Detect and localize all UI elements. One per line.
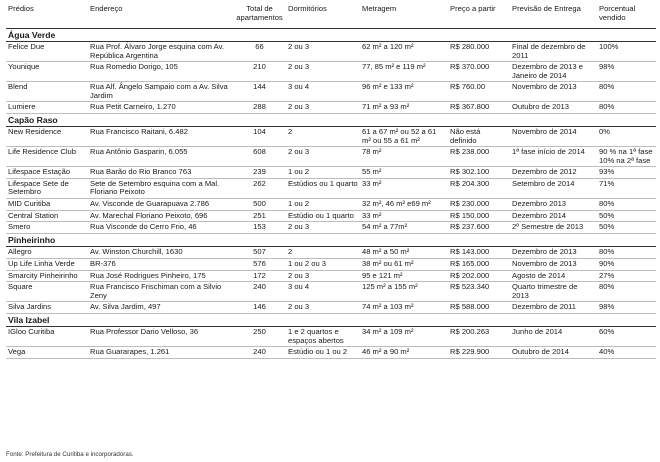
cell-bedrooms: 2 ou 3 — [286, 302, 360, 314]
cell-bedrooms: 1 ou 2 — [286, 198, 360, 210]
cell-percent-sold: 40% — [597, 347, 656, 359]
cell-building-name: New Residence — [6, 127, 88, 147]
cell-price: R$ 367.800 — [448, 102, 510, 114]
cell-area: 32 m², 46 m² e69 m² — [360, 198, 448, 210]
cell-address: Av. Winston Churchill, 1630 — [88, 247, 233, 259]
table-row — [6, 198, 656, 210]
cell-delivery: 2º Semestre de 2013 — [510, 222, 597, 234]
region-name: Capão Raso — [6, 113, 656, 127]
region-row — [6, 233, 656, 247]
cell-area: 46 m² a 90 m² — [360, 347, 448, 359]
cell-price: R$ 200.263 — [448, 327, 510, 347]
cell-delivery: Outubro de 2014 — [510, 347, 597, 359]
table-row — [6, 178, 656, 198]
cell-address: Sete de Setembro esquina com a Mal. Floriano Peixoto — [88, 178, 233, 198]
cell-price: R$ 230.000 — [448, 198, 510, 210]
cell-delivery: Novembro de 2014 — [510, 127, 597, 147]
cell-total-apartments: 250 — [233, 327, 286, 347]
cell-price: R$ 588.000 — [448, 302, 510, 314]
cell-bedrooms: 2 — [286, 127, 360, 147]
table-row — [6, 282, 656, 302]
region-name: Pinheirinho — [6, 233, 656, 247]
cell-building-name: Lifespace Sete de Setembro — [6, 178, 88, 198]
cell-area: 95 e 121 m² — [360, 270, 448, 282]
cell-address: Rua Antônio Gasparin, 6.055 — [88, 147, 233, 167]
cell-price: R$ 150.000 — [448, 210, 510, 222]
cell-price: R$ 229.900 — [448, 347, 510, 359]
cell-delivery: Novembro de 2013 — [510, 82, 597, 102]
cell-area: 96 m² e 133 m² — [360, 82, 448, 102]
cell-percent-sold: 71% — [597, 178, 656, 198]
header-percent-sold: Porcentual vendido — [597, 4, 656, 28]
cell-delivery: Dezembro de 2013 — [510, 247, 597, 259]
cell-percent-sold: 50% — [597, 222, 656, 234]
header-buildings: Prédios — [6, 4, 88, 28]
table-row — [6, 327, 656, 347]
cell-price: R$ 370.000 — [448, 62, 510, 82]
cell-delivery: Dezembro de 2013 e Janeiro de 2014 — [510, 62, 597, 82]
cell-price: R$ 237.600 — [448, 222, 510, 234]
cell-bedrooms: Estúdio ou 1 ou 2 — [286, 347, 360, 359]
cell-address: Av. Visconde de Guarapuava 2.786 — [88, 198, 233, 210]
cell-percent-sold: 93% — [597, 167, 656, 179]
cell-bedrooms: 2 ou 3 — [286, 102, 360, 114]
cell-area: 74 m² a 103 m² — [360, 302, 448, 314]
real-estate-table-container — [6, 4, 656, 359]
table-row — [6, 167, 656, 179]
cell-delivery: Novembro de 2013 — [510, 258, 597, 270]
table-body — [6, 28, 656, 358]
cell-percent-sold: 100% — [597, 42, 656, 62]
cell-area: 48 m² a 50 m² — [360, 247, 448, 259]
cell-address: Rua Prof. Álvaro Jorge esquina com Av. República Argentina — [88, 42, 233, 62]
cell-total-apartments: 240 — [233, 282, 286, 302]
table-row — [6, 302, 656, 314]
cell-delivery: Agosto de 2014 — [510, 270, 597, 282]
header-price: Preço a partir — [448, 4, 510, 28]
cell-address: Rua Petit Carneiro, 1.270 — [88, 102, 233, 114]
cell-price: R$ 204.300 — [448, 178, 510, 198]
cell-delivery: Final de dezembro de 2011 — [510, 42, 597, 62]
cell-bedrooms: Estúdios ou 1 quarto — [286, 178, 360, 198]
header-area: Metragem — [360, 4, 448, 28]
cell-price: R$ 202.000 — [448, 270, 510, 282]
cell-area: 71 m² a 93 m² — [360, 102, 448, 114]
cell-percent-sold: 0% — [597, 127, 656, 147]
cell-area: 77, 85 m² e 119 m² — [360, 62, 448, 82]
cell-total-apartments: 507 — [233, 247, 286, 259]
cell-address: Rua Francisco Frischiman com a Silvio Zeny — [88, 282, 233, 302]
cell-building-name: Younique — [6, 62, 88, 82]
cell-bedrooms: 1 ou 2 — [286, 167, 360, 179]
cell-delivery: Dezembro de 2012 — [510, 167, 597, 179]
cell-price: R$ 143.000 — [448, 247, 510, 259]
table-row — [6, 147, 656, 167]
cell-total-apartments: 172 — [233, 270, 286, 282]
cell-area: 33 m² — [360, 178, 448, 198]
cell-total-apartments: 146 — [233, 302, 286, 314]
table-row — [6, 222, 656, 234]
cell-address: Rua Professor Dario Velloso, 36 — [88, 327, 233, 347]
cell-delivery: 1ª fase início de 2014 — [510, 147, 597, 167]
cell-price: Não está definido — [448, 127, 510, 147]
cell-total-apartments: 608 — [233, 147, 286, 167]
table-row — [6, 62, 656, 82]
cell-area: 61 a 67 m² ou 52 a 61 m² ou 55 a 61 m² — [360, 127, 448, 147]
cell-total-apartments: 144 — [233, 82, 286, 102]
cell-price: R$ 523.340 — [448, 282, 510, 302]
table-row — [6, 210, 656, 222]
cell-delivery: Dezembro 2013 — [510, 198, 597, 210]
cell-address: Rua José Rodrigues Pinheiro, 175 — [88, 270, 233, 282]
cell-building-name: Life Residence Club — [6, 147, 88, 167]
table-row — [6, 82, 656, 102]
cell-percent-sold: 90 % na 1ª fase 10% na 2ª fase — [597, 147, 656, 167]
cell-building-name: Smero — [6, 222, 88, 234]
header-delivery: Previsão de Entrega — [510, 4, 597, 28]
cell-address: Rua Visconde do Cerro Frio, 46 — [88, 222, 233, 234]
cell-price: R$ 238.000 — [448, 147, 510, 167]
cell-percent-sold: 98% — [597, 302, 656, 314]
cell-address: Rua Guararapes, 1.261 — [88, 347, 233, 359]
cell-area: 125 m² a 155 m² — [360, 282, 448, 302]
table-row — [6, 42, 656, 62]
cell-bedrooms: 1 e 2 quartos e espaços abertos — [286, 327, 360, 347]
cell-address: Av. Marechal Floriano Peixoto, 696 — [88, 210, 233, 222]
header-total-apartments: Total de apartamentos — [233, 4, 286, 28]
cell-total-apartments: 240 — [233, 347, 286, 359]
cell-total-apartments: 104 — [233, 127, 286, 147]
cell-building-name: Lifespace Estação — [6, 167, 88, 179]
cell-area: 34 m² a 109 m² — [360, 327, 448, 347]
cell-price: R$ 280.000 — [448, 42, 510, 62]
cell-delivery: Junho de 2014 — [510, 327, 597, 347]
real-estate-table — [6, 4, 656, 359]
cell-building-name: Smarcity Pinheirinho — [6, 270, 88, 282]
cell-percent-sold: 90% — [597, 258, 656, 270]
header-address: Endereço — [88, 4, 233, 28]
cell-building-name: Felice Due — [6, 42, 88, 62]
cell-total-apartments: 251 — [233, 210, 286, 222]
cell-area: 78 m² — [360, 147, 448, 167]
cell-bedrooms: 2 ou 3 — [286, 270, 360, 282]
cell-bedrooms: 2 ou 3 — [286, 42, 360, 62]
cell-building-name: MID Curitiba — [6, 198, 88, 210]
cell-address: Rua Barão do Rio Branco 763 — [88, 167, 233, 179]
cell-percent-sold: 50% — [597, 210, 656, 222]
cell-building-name: Silva Jardins — [6, 302, 88, 314]
cell-total-apartments: 66 — [233, 42, 286, 62]
cell-delivery: Dezembro de 2011 — [510, 302, 597, 314]
cell-address: Rua Romedio Dorigo, 105 — [88, 62, 233, 82]
cell-building-name: Allegro — [6, 247, 88, 259]
cell-delivery: Setembro de 2014 — [510, 178, 597, 198]
cell-building-name: Central Station — [6, 210, 88, 222]
cell-bedrooms: 2 ou 3 — [286, 222, 360, 234]
header-row — [6, 4, 656, 28]
table-row — [6, 102, 656, 114]
cell-area: 54 m² a 77m² — [360, 222, 448, 234]
cell-area: 33 m² — [360, 210, 448, 222]
cell-total-apartments: 262 — [233, 178, 286, 198]
cell-price: R$ 760.00 — [448, 82, 510, 102]
cell-address: BR-376 — [88, 258, 233, 270]
cell-building-name: IGloo Curitiba — [6, 327, 88, 347]
cell-total-apartments: 288 — [233, 102, 286, 114]
cell-percent-sold: 80% — [597, 102, 656, 114]
cell-area: 62 m² a 120 m² — [360, 42, 448, 62]
cell-total-apartments: 576 — [233, 258, 286, 270]
cell-price: R$ 165.000 — [448, 258, 510, 270]
region-row — [6, 28, 656, 42]
table-row — [6, 270, 656, 282]
cell-address: Av. Silva Jardim, 497 — [88, 302, 233, 314]
table-row — [6, 258, 656, 270]
table-row — [6, 127, 656, 147]
region-row — [6, 113, 656, 127]
cell-bedrooms: 1 ou 2 ou 3 — [286, 258, 360, 270]
cell-bedrooms: 3 ou 4 — [286, 282, 360, 302]
region-name: Vila Izabel — [6, 313, 656, 327]
cell-building-name: Up Life Linha Verde — [6, 258, 88, 270]
region-name: Água Verde — [6, 28, 656, 42]
cell-total-apartments: 210 — [233, 62, 286, 82]
cell-address: Rua Alf. Ângelo Sampaio com a Av. Silva Jardim — [88, 82, 233, 102]
cell-building-name: Vega — [6, 347, 88, 359]
cell-delivery: Dezembro 2014 — [510, 210, 597, 222]
cell-delivery: Quarto trimestre de 2013 — [510, 282, 597, 302]
table-row — [6, 347, 656, 359]
cell-area: 55 m² — [360, 167, 448, 179]
cell-percent-sold: 80% — [597, 82, 656, 102]
cell-bedrooms: 2 ou 3 — [286, 147, 360, 167]
cell-bedrooms: 2 ou 3 — [286, 62, 360, 82]
header-bedrooms: Dormitórios — [286, 4, 360, 28]
table-row — [6, 247, 656, 259]
cell-bedrooms: 3 ou 4 — [286, 82, 360, 102]
cell-total-apartments: 500 — [233, 198, 286, 210]
cell-bedrooms: Estúdio ou 1 quarto — [286, 210, 360, 222]
cell-building-name: Square — [6, 282, 88, 302]
cell-delivery: Outubro de 2013 — [510, 102, 597, 114]
region-row — [6, 313, 656, 327]
source-note: Fonte: Prefeitura de Curitiba e incorporadoras. — [6, 451, 134, 458]
cell-percent-sold: 80% — [597, 247, 656, 259]
cell-percent-sold: 60% — [597, 327, 656, 347]
cell-percent-sold: 27% — [597, 270, 656, 282]
cell-price: R$ 302.100 — [448, 167, 510, 179]
cell-address: Rua Francisco Raitani, 6.482 — [88, 127, 233, 147]
cell-percent-sold: 80% — [597, 282, 656, 302]
cell-percent-sold: 80% — [597, 198, 656, 210]
cell-percent-sold: 98% — [597, 62, 656, 82]
cell-building-name: Blend — [6, 82, 88, 102]
cell-bedrooms: 2 — [286, 247, 360, 259]
cell-total-apartments: 239 — [233, 167, 286, 179]
cell-building-name: Lumiere — [6, 102, 88, 114]
cell-total-apartments: 153 — [233, 222, 286, 234]
cell-area: 38 m² ou 61 m² — [360, 258, 448, 270]
